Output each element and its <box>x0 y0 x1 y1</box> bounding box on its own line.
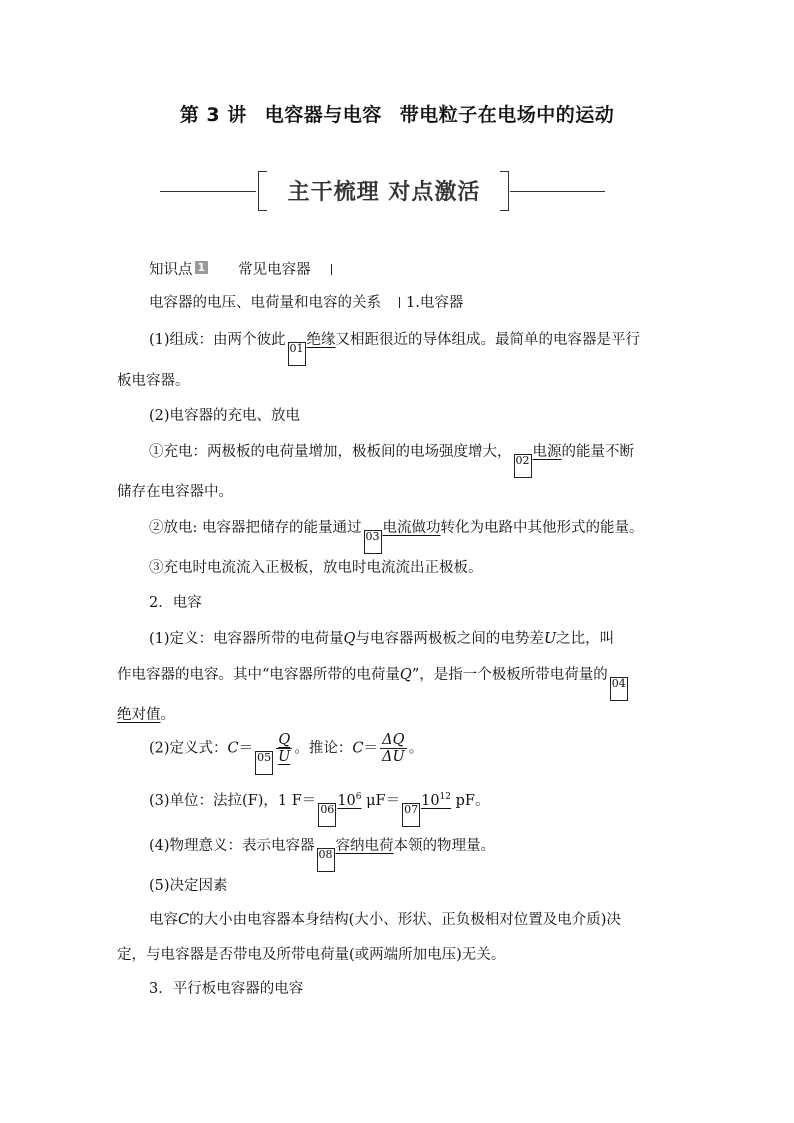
paragraph-definition-cont: 作电容器的电容。其中“电容器所带的电荷量Q”，是指一个极板所带电荷量的04 <box>117 663 629 701</box>
section-banner <box>160 167 605 215</box>
paragraph-charge-discharge: (2)电容器的充电、放电 <box>149 408 301 424</box>
formula-line: (2)定义式：C＝05 $\frac{Q}{U}$ 。推论：C＝ $\frac{\Delta Q}{\Delta U}$ 。 <box>149 732 423 775</box>
paragraph-composition-cont: 板电容器。 <box>117 373 190 389</box>
answer-text: 电源 <box>532 444 562 460</box>
section-heading-capacitance: 2．电容 <box>149 595 202 611</box>
divider-mark <box>399 297 400 308</box>
answer-text: 电流做功 <box>382 520 441 536</box>
banner-rule-right <box>510 191 605 192</box>
answer-text: $10^{12}$ <box>421 792 451 809</box>
banner-rule-left <box>160 191 256 192</box>
banner-bracket-right <box>500 171 509 211</box>
page-title: 第 3 讲 电容器与电容 带电粒子在电场中的运动 <box>179 104 615 126</box>
blank-number-box: 02 <box>514 454 532 478</box>
paragraph-definition: (1)定义：电容器所带的电荷量Q与电容器两极板之间的电势差U之比，叫 <box>149 631 615 647</box>
knowledge-point-heading: 知识点 1 常见电容器 <box>149 258 338 279</box>
banner-bracket-left <box>258 171 267 211</box>
knowledge-point-subtitle: 电容器的电压、电荷量和电容的关系 1.电容器 <box>149 295 464 311</box>
blank-number-box: 04 <box>610 677 628 701</box>
answer-text: 容纳电荷 <box>335 838 394 854</box>
answer-text: $10^6$ <box>337 792 362 809</box>
knowledge-point-number: 1 <box>195 261 209 274</box>
paragraph-charging-cont: 储存在电容器中。 <box>117 484 233 500</box>
blank-number-box: 01 <box>288 342 306 366</box>
blank-number-box: 07 <box>402 803 420 827</box>
blank-number-box: 06 <box>318 803 336 827</box>
answer-text: 绝对值 <box>117 707 161 723</box>
paragraph-factors-detail: 电容C的大小由电容器本身结构(大小、形状、正负极相对位置及电介质)决 <box>149 912 621 928</box>
paragraph-determining-factors: (5)决定因素 <box>149 878 228 894</box>
paragraph-current-direction: ③充电时电流流入正极板，放电时电流流出正极板。 <box>149 560 483 576</box>
fraction-q-over-u: $\frac{Q}{U}$ <box>278 732 291 765</box>
blank-number-box: 03 <box>364 530 382 554</box>
blank-number-box: 05 <box>255 751 273 775</box>
banner-text: 主干梳理 对点激活 <box>287 179 481 205</box>
paragraph-physical-meaning: (4)物理意义：表示电容器08容纳电荷本领的物理量。 <box>149 834 495 872</box>
answer-text: 绝缘 <box>306 332 336 348</box>
paragraph-factors-detail-cont: 定，与电容器是否带电及所带电荷量(或两端所加电压)无关。 <box>117 947 506 963</box>
paragraph-charging: ①充电：两极板的电荷量增加，极板间的电场强度增大，02电源的能量不断 <box>149 440 634 478</box>
paragraph-discharging: ②放电: 电容器把储存的能量通过03电流做功转化为电路中其他形式的能量。 <box>149 516 644 554</box>
section-heading-parallel-plate: 3．平行板电容器的电容 <box>149 981 304 997</box>
fraction-dq-over-du: $\frac{\Delta Q}{\Delta U}$ <box>382 732 405 765</box>
divider-mark <box>331 264 332 275</box>
paragraph-unit: (3)单位：法拉(F)，1 $F=0610^6$ $\mu F=0710^{12}$ pF。 <box>149 789 489 827</box>
paragraph-definition-answer: 绝对值。 <box>117 707 175 723</box>
blank-number-box: 08 <box>317 848 335 872</box>
paragraph-composition: (1)组成：由两个彼此01绝缘又相距很近的导体组成。最简单的电容器是平行 <box>149 328 640 366</box>
